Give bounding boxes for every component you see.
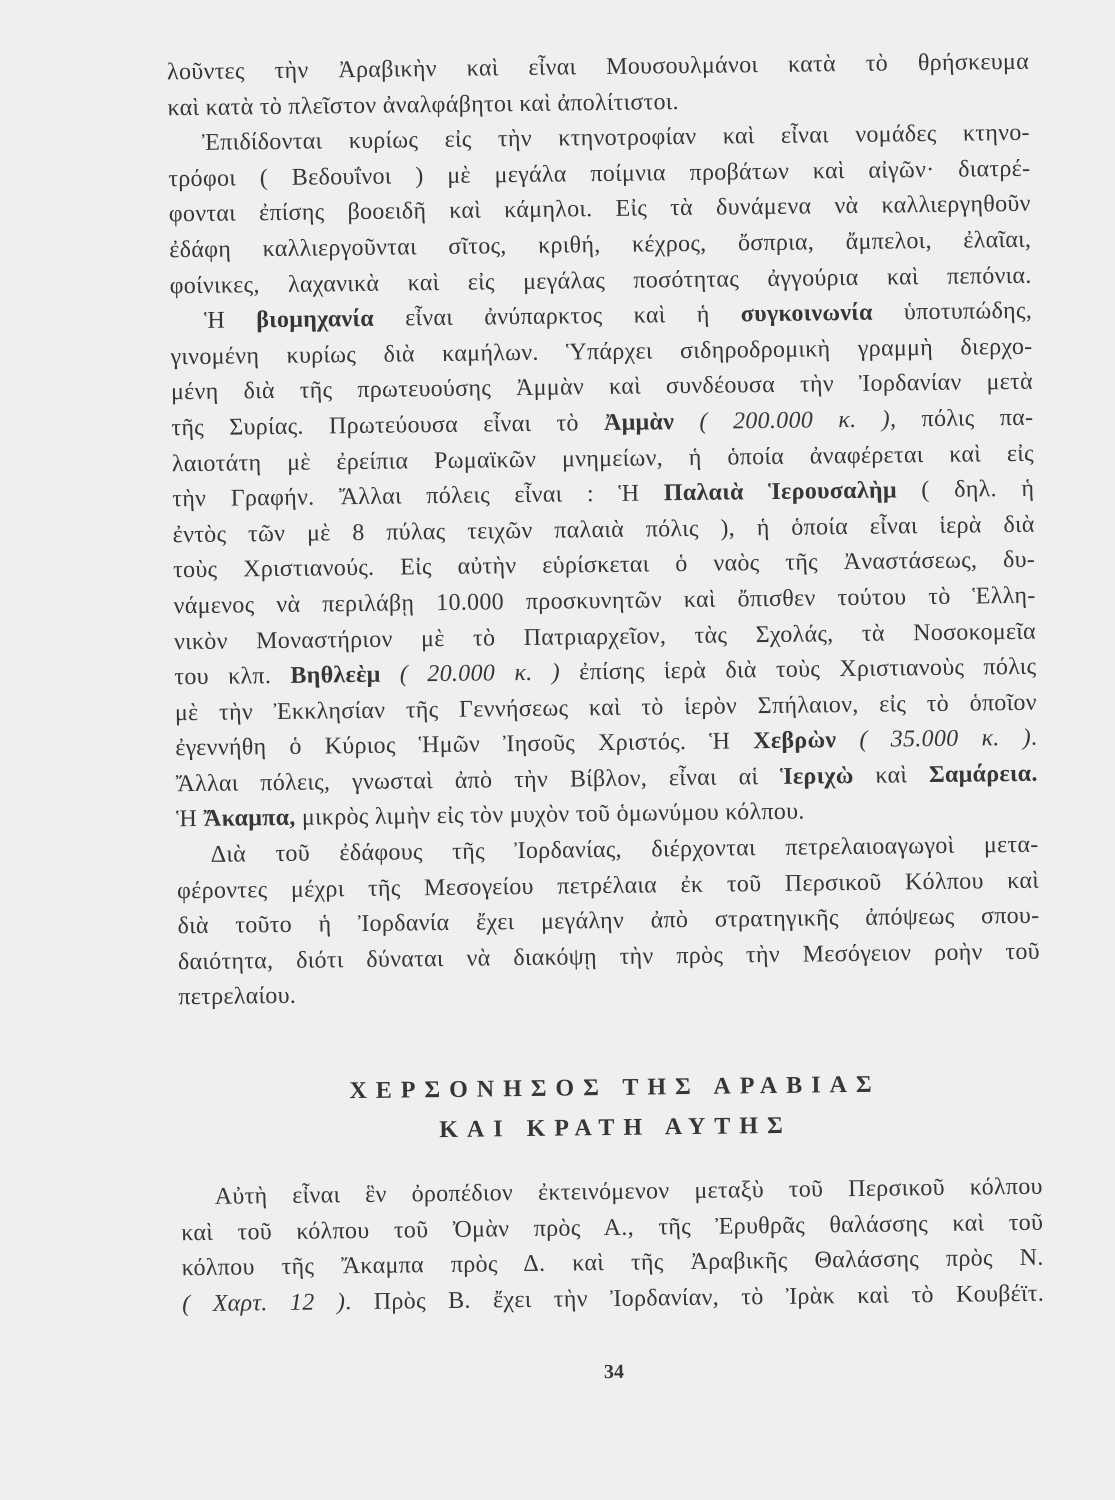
text-line: Διὰ τοῦ ἐδάφους τῆς Ἰορδανίας, διέρχονται πετρελαιοαγωγοὶ μετα- xyxy=(210,831,1039,868)
population-note: ( 200.000 κ. ) xyxy=(699,406,891,435)
text-line: καὶ τοῦ κόλπου τοῦ Ὀμὰν πρὸς Α., τῆς Ἐρυθρᾶς θαλάσσης καὶ τοῦ xyxy=(181,1209,1044,1246)
text-segment: του κλπ. xyxy=(174,662,291,691)
text-segment: ἐπίσης ἱερὰ διὰ τοὺς Χριστιανοὺς πόλις xyxy=(559,653,1037,686)
text-segment: τὴν Γραφήν. Ἄλλαι πόλεις εἶναι : Ἡ xyxy=(172,480,664,513)
text-line: ἐδάφη καλλιεργοῦνται σῖτος, κριθή, κέχρος, ὄσπρια, ἄμπελοι, ἐλαῖαι, xyxy=(169,226,1032,264)
text-line: φέροντες μέχρι τῆς Μεσογείου πετρέλαια ἐκ τοῦ Περσικοῦ Κόλπου καὶ xyxy=(176,867,1040,904)
text-segment: ὑποτυπώδης, xyxy=(872,297,1033,326)
text-segment: μικρὸς λιμὴν εἰς τὸν μυχὸν τοῦ ὁμωνύμου κόλπου. xyxy=(295,799,805,832)
text-line: δαιότητα, διότι δύναται νὰ διακόψῃ τὴν πρὸς τὴν Μεσόγειον ροὴν τοῦ xyxy=(177,938,1041,976)
text-segment xyxy=(380,662,400,688)
text-line: λαιοτάτη μὲ ἐρείπια Ρωμαϊκῶν μνημείων, ἡ ὁποία ἀναφέρεται καὶ εἰς xyxy=(171,440,1034,477)
bold-term: συγκοινωνία xyxy=(740,299,873,328)
page-content xyxy=(167,45,1045,1393)
bold-term: Ἱεριχὼ xyxy=(779,762,854,790)
page-number: 34 xyxy=(603,1361,625,1384)
text-line: μένη διὰ τῆς πρωτευούσης Ἀμμὰν καὶ συνδέουσα τὴν Ἰορδανίαν μετὰ xyxy=(170,369,1034,406)
text-line: γινομένη κυρίως διὰ καμήλων. Ὑπάρχει σιδηροδρομικὴ γραμμὴ διερχο- xyxy=(170,333,1033,371)
bold-term: Ἀμμὰν xyxy=(603,409,675,436)
text-segment xyxy=(836,727,859,753)
text-line: νάμενος νὰ περιλάβῃ 10.000 προσκυνητῶν καὶ ὄπισθεν τούτου τὸ Ἑλλη- xyxy=(173,582,1036,620)
text-line: φονται ἐπίσης βοοειδῆ καὶ κάμηλοι. Εἰς τὰ δυνάμενα νὰ καλλιεργηθοῦν xyxy=(168,191,1031,228)
text-line: νικὸν Μοναστήριον μὲ τὸ Πατριαρχεῖον, τὰς Σχολάς, τὰ Νοσοκομεῖα xyxy=(173,618,1037,655)
text-segment: , πόλις πα- xyxy=(889,404,1034,433)
text-segment: ( δηλ. ἡ xyxy=(896,475,1035,504)
text-line: κόλπου τῆς Ἄκαμπα πρὸς Δ. καὶ τῆς Ἀραβικῆς Θαλάσσης πρὸς Ν. xyxy=(181,1244,1044,1282)
map-reference: ( Χαρτ. 12 ) xyxy=(181,1289,346,1318)
text-segment: τῆς Συρίας. Πρωτεύουσα εἶναι τὸ xyxy=(171,409,605,442)
text-line: μὲ τὴν Ἐκκλησίαν τῆς Γεννήσεως καὶ τὸ ἱερὸν Σπήλαιον, εἰς τὸ ὁποῖον xyxy=(174,689,1037,726)
text-line: τρόφοι ( Βεδουΐνοι ) μὲ μεγάλα ποίμνια προβάτων καὶ αἰγῶν· διατρέ- xyxy=(168,155,1031,193)
text-segment: Ἄλλαι πόλεις, γνωσταὶ ἀπὸ τὴν Βίβλον, εἶναι αἱ xyxy=(175,763,781,798)
text-line: τοὺς Χριστιανούς. Εἰς αὐτὴν εὑρίσκεται ὁ ναὸς τῆς Ἀναστάσεως, δυ- xyxy=(172,547,1036,584)
text-segment: . xyxy=(1030,725,1038,752)
arabia-section-text xyxy=(181,1170,1045,1323)
bold-term: Ἄκαμπα, xyxy=(203,805,296,833)
text-line: φοίνικες, λαχανικὰ καὶ εἰς μεγάλας ποσότητας ἀγγούρια καὶ πεπόνια. xyxy=(169,262,1032,299)
text-segment: ἐγεννήθη ὁ Κύριος Ἡμῶν Ἰησοῦς Χριστός. Ἡ xyxy=(175,728,754,762)
bold-term: Σαμάρεια. xyxy=(928,760,1038,788)
population-note: ( 35.000 κ. ) xyxy=(859,725,1032,754)
text-segment: εἶναι ἀνύπαρκτος καὶ ἡ xyxy=(373,301,741,332)
text-segment xyxy=(674,409,700,435)
text-line: Αὐτὴ εἶναι ἓν ὀροπέδιον ἐκτεινόμενον μεταξὺ τοῦ Περσικοῦ κόλπου xyxy=(214,1173,1043,1210)
text-line: καὶ κατὰ τὸ πλεῖστον ἀναλφάβητοι καὶ ἀπολίτιστοι. xyxy=(167,88,680,121)
text-line: πετρελαίου. xyxy=(178,983,297,1011)
text-segment: Ἡ xyxy=(203,307,257,335)
text-segment: Ἡ xyxy=(176,806,204,833)
section-heading xyxy=(179,1063,1042,1154)
text-line: Ἐπιδίδονται κυρίως εἰς τὴν κτηνοτροφίαν καὶ εἶναι νομάδες κτηνο- xyxy=(201,119,1031,157)
text-segment: . Πρὸς Β. ἔχει τὴν Ἰορδανίαν, τὸ Ἰρὰκ καὶ τὸ Κουβέϊτ. xyxy=(344,1280,1045,1316)
jordan-section-text xyxy=(167,45,1041,1016)
bold-term: βιομηχανία xyxy=(256,305,375,334)
text-line: διὰ τοῦτο ἡ Ἰορδανία ἔχει μεγάλην ἀπὸ στρατηγικῆς ἀπόψεως σπου- xyxy=(177,902,1040,940)
bold-term: Παλαιὰ Ἱερουσαλὴμ xyxy=(663,477,897,507)
text-segment: καὶ xyxy=(853,761,930,789)
bold-term: Βηθλεὲμ xyxy=(290,661,381,689)
bold-term: Χεβρὼν xyxy=(753,727,837,755)
section-heading-line: ΧΕΡΣΟΝΗΣΟΣ ΤΗΣ ΑΡΑΒΙΑΣ xyxy=(349,1071,881,1105)
population-note: ( 20.000 κ. ) xyxy=(399,659,561,688)
text-line: λοῦντες τὴν Ἀραβικὴν καὶ εἶναι Μουσουλμάνοι κατὰ τὸ θρήσκευμα xyxy=(166,48,1030,86)
text-line: ἐντὸς τῶν μὲ 8 πύλας τειχῶν παλαιὰ πόλις ), ἡ ὁποία εἶναι ἱερὰ διὰ xyxy=(172,511,1035,548)
section-heading-line: ΚΑΙ ΚΡΑΤΗ ΑΥΤΗΣ xyxy=(439,1112,792,1144)
